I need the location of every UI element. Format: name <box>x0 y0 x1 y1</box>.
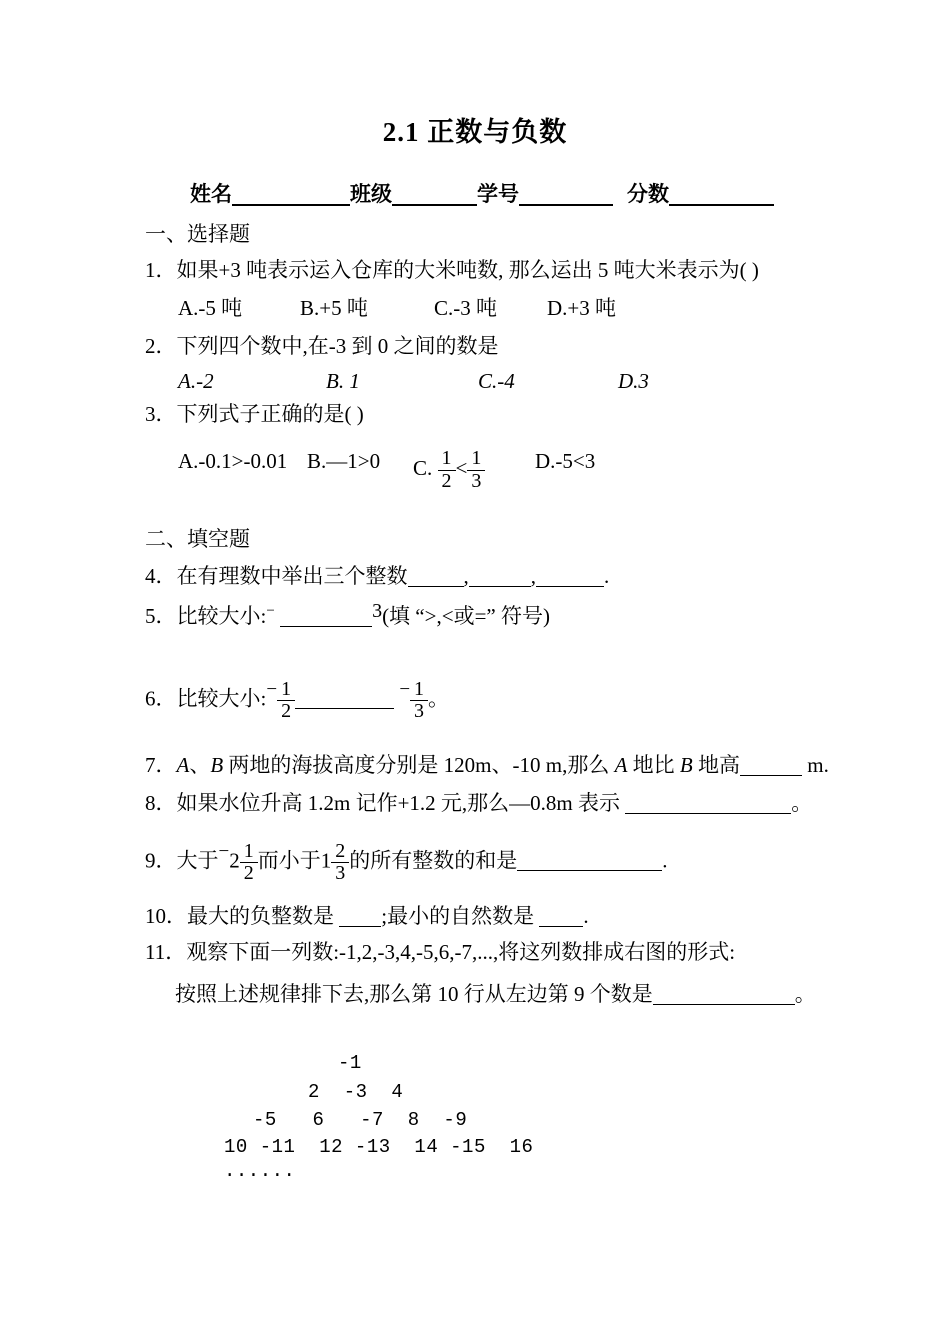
fraction-mixed1: $\frac{1}{2}$ <box>240 841 258 885</box>
triangle-row-3: -5 6 -7 8 -9 <box>253 1109 468 1131</box>
q4-blank-3 <box>536 565 604 587</box>
fraction-neg-third: $\frac{1}{3}$ <box>410 679 428 723</box>
q9-text-3: 的所有整数的和是 <box>349 848 518 873</box>
q2-option-b: B. 1 <box>326 369 360 393</box>
q5-hint: (填 “>,<或=” 符号) <box>382 604 550 628</box>
q8-blank <box>625 792 791 814</box>
q6-text: 6．比较大小: <box>145 686 267 711</box>
name-blank <box>232 183 350 206</box>
q8-period: 。 <box>791 791 813 815</box>
q7-unit: m. <box>801 753 829 777</box>
q8-stem <box>145 790 812 816</box>
q1-stem: 1．如果+3 吨表示运入仓库的大米吨数, 那么运出 5 吨大米表示为( ) <box>145 258 759 282</box>
q5-blank <box>280 605 372 627</box>
q7-point-a: A <box>176 753 190 777</box>
q3-option-a: A.-0.1>-0.01 <box>178 449 288 473</box>
fraction-mixed2: $\frac{2}{3}$ <box>331 841 349 885</box>
q2-option-d: D.3 <box>618 369 649 393</box>
q7-text-2: 地比 <box>627 753 680 777</box>
q10-blank-1 <box>339 905 381 927</box>
name-label: 姓名 <box>190 182 232 206</box>
q7-point-a2: A <box>614 753 628 777</box>
q10-blank-2 <box>539 905 583 927</box>
q10-text-2: ;最小的自然数是 <box>381 904 540 928</box>
q4-text: 4．在有理数中举出三个整数 <box>145 564 408 588</box>
q10-stem <box>145 903 589 929</box>
id-blank <box>519 183 613 206</box>
header-line <box>190 181 774 207</box>
q3-option-d: D.-5<3 <box>535 449 596 473</box>
q7-point-b2: B <box>679 753 693 777</box>
q4-stem <box>145 563 609 589</box>
q6-minus-2: − <box>399 679 411 700</box>
q9-stem <box>145 840 667 885</box>
q9-period: . <box>662 848 668 873</box>
q8-text: 8．如果水位升高 1.2m 记作+1.2 元,那么—0.8m 表示 <box>145 791 626 815</box>
triangle-ellipsis: ...... <box>224 1160 296 1182</box>
q1-option-d: D.+3 吨 <box>547 296 617 320</box>
fraction-neg-half: $\frac{1}{2}$ <box>277 679 295 723</box>
q7-text-1: 两地的海拔高度分别是 120m、-10 m,那么 <box>223 753 615 777</box>
fraction-one-third: $\frac{1}{3}$ <box>467 448 485 492</box>
q9-raised-minus: − <box>218 841 230 862</box>
q6-stem <box>145 678 449 723</box>
q11-period: 。 <box>794 982 816 1006</box>
section-one-heading: 一、选择题 <box>145 222 250 246</box>
q11-blank <box>653 983 795 1005</box>
q7-point-b: B <box>210 753 224 777</box>
q2-stem: 2．下列四个数中,在-3 到 0 之间的数是 <box>145 334 499 358</box>
class-label: 班级 <box>350 182 392 206</box>
q5-raised-three: 3 <box>372 600 383 622</box>
q7-text-3: 地高 <box>692 753 740 777</box>
q4-period: . <box>604 564 610 588</box>
q6-minus-1: − <box>266 679 278 700</box>
triangle-row-1: -1 <box>338 1052 362 1074</box>
q7-blank <box>740 754 802 776</box>
less-than-sign: < <box>455 455 468 480</box>
score-blank <box>669 183 774 206</box>
q1-option-c: C.-3 吨 <box>434 296 497 320</box>
q10-text-1: 10．最大的负整数是 <box>145 904 340 928</box>
q4-blank-1 <box>408 565 464 587</box>
q2-option-c: C.-4 <box>478 369 515 393</box>
q9-blank <box>517 849 662 871</box>
triangle-row-4: 10 -11 12 -13 14 -15 16 <box>224 1136 534 1158</box>
q6-blank <box>295 687 394 709</box>
q4-blank-2 <box>469 565 531 587</box>
q11-line2 <box>175 981 816 1007</box>
q9-mixed1-whole: 2 <box>229 848 240 873</box>
score-label: 分数 <box>627 182 669 206</box>
triangle-row-2: 2 -3 4 <box>308 1081 404 1103</box>
fraction-one-half: $\frac{1}{2}$ <box>438 448 456 492</box>
q9-mixed2-whole: 1 <box>320 848 332 873</box>
q5-stem <box>145 599 550 629</box>
page-title: 2.1 正数与负数 <box>382 117 568 147</box>
q1-option-b: B.+5 吨 <box>300 296 368 320</box>
q5-text: 5．比较大小: <box>145 604 267 628</box>
q11-line1: 11．观察下面一列数:-1,2,-3,4,-5,6,-7,...,将这列数排成右图的形式: <box>145 940 736 964</box>
q5-raised-minus: − <box>266 602 275 619</box>
q11-text: 按照上述规律排下去,那么第 10 行从左边第 9 个数是 <box>175 982 653 1006</box>
id-label: 学号 <box>477 182 519 206</box>
q9-text-2: 而小于 <box>257 848 321 873</box>
q9-text-1: 9．大于 <box>145 848 219 873</box>
section-two-heading: 二、填空题 <box>145 527 250 551</box>
q3-option-c <box>413 448 485 492</box>
q3-stem: 3．下列式子正确的是( ) <box>145 402 364 426</box>
q1-option-a: A.-5 吨 <box>178 296 243 320</box>
q2-option-a: A.-2 <box>178 369 214 393</box>
q7-sep: 、 <box>189 753 211 777</box>
class-blank <box>392 183 477 206</box>
q3-option-b: B.—1>0 <box>307 449 381 473</box>
q7-number: 7． <box>145 753 177 777</box>
q3-option-c-label: C. <box>413 455 433 480</box>
q10-period: . <box>583 904 589 928</box>
q4-comma-1: , <box>463 564 469 588</box>
q7-stem <box>145 752 829 778</box>
q4-comma-2: , <box>530 564 536 588</box>
q6-period: 。 <box>428 686 450 711</box>
